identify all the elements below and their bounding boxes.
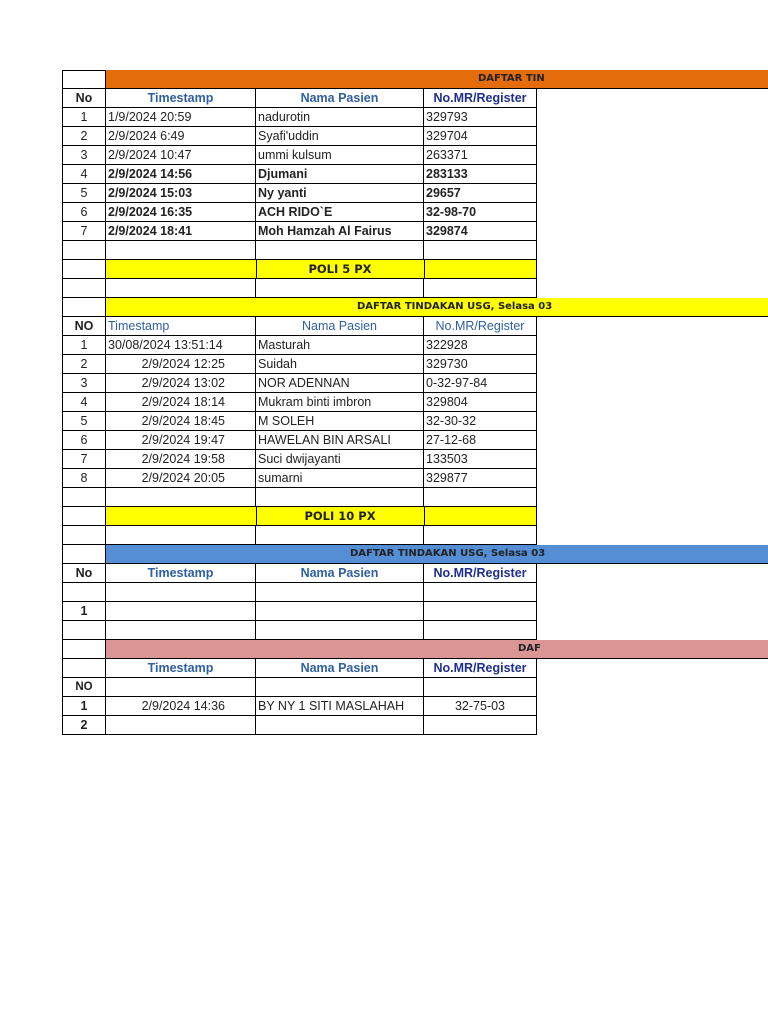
col-mr-header: No.MR/Register: [423, 659, 537, 678]
section4-banner: DAF: [105, 640, 768, 659]
section3-header-row: [62, 564, 768, 583]
cell[interactable]: [423, 678, 537, 697]
mr-register-cell[interactable]: 32-30-32: [423, 412, 537, 431]
table-row: [62, 336, 768, 355]
spreadsheet: [62, 70, 768, 735]
patient-name-cell[interactable]: Djumani: [255, 165, 423, 184]
patient-name-cell[interactable]: sumarni: [255, 469, 423, 488]
table-row: [62, 222, 768, 241]
mr-register-cell[interactable]: 263371: [423, 146, 537, 165]
cell[interactable]: [423, 526, 537, 545]
cell[interactable]: [105, 526, 255, 545]
row-number: 2: [62, 355, 105, 374]
table-row: [62, 184, 768, 203]
cell[interactable]: [423, 583, 537, 602]
section1-header-row: [62, 89, 768, 108]
row-number: 1: [62, 697, 105, 716]
row-number: 1: [62, 336, 105, 355]
patient-name-cell[interactable]: ummi kulsum: [255, 146, 423, 165]
patient-name-cell[interactable]: [255, 716, 423, 735]
poli5-band: [105, 260, 537, 279]
patient-name-cell[interactable]: Ny yanti: [255, 184, 423, 203]
section2-header-row: [62, 317, 768, 336]
table-row: [62, 203, 768, 222]
mr-register-cell[interactable]: 283133: [423, 165, 537, 184]
row-number: 3: [62, 374, 105, 393]
mr-register-cell[interactable]: [423, 716, 537, 735]
cell[interactable]: [255, 678, 423, 697]
row-number: 6: [62, 431, 105, 450]
row-number: 2: [62, 127, 105, 146]
patient-name-cell[interactable]: Suci dwijayanti: [255, 450, 423, 469]
cell[interactable]: [62, 298, 105, 317]
cell[interactable]: [423, 621, 537, 640]
cell[interactable]: [105, 241, 255, 260]
row-number: 1: [62, 602, 105, 621]
cell[interactable]: [255, 279, 423, 298]
row-number: 7: [62, 450, 105, 469]
table-row: [62, 697, 768, 716]
row-number: 6: [62, 203, 105, 222]
timestamp-cell[interactable]: 2/9/2024 14:56: [105, 165, 255, 184]
section1-banner-row: [62, 70, 768, 89]
table-row: [62, 355, 768, 374]
section2-banner-row: [62, 298, 768, 317]
mr-register-cell[interactable]: 0-32-97-84: [423, 374, 537, 393]
table-row: [62, 469, 768, 488]
table-row: [62, 602, 768, 621]
col-name-header: Nama Pasien: [255, 659, 423, 678]
row-number: 7: [62, 222, 105, 241]
cell[interactable]: [423, 602, 537, 621]
patient-name-cell[interactable]: HAWELAN BIN ARSALI: [255, 431, 423, 450]
section2-banner: DAFTAR TINDAKAN USG, Selasa 03: [105, 298, 768, 317]
col-timestamp-header: Timestamp: [105, 317, 255, 336]
cell[interactable]: [62, 545, 105, 564]
patient-name-cell[interactable]: ACH RIDO`E: [255, 203, 423, 222]
patient-name-cell[interactable]: Mukram binti imbron: [255, 393, 423, 412]
poli10-band: [105, 507, 537, 526]
cell[interactable]: [62, 507, 105, 526]
table-row: [62, 412, 768, 431]
cell[interactable]: [62, 526, 105, 545]
mr-register-cell[interactable]: 329804: [423, 393, 537, 412]
patient-name-cell[interactable]: BY NY 1 SITI MASLAHAH: [255, 697, 423, 716]
cell[interactable]: [423, 241, 537, 260]
section4-header-row: [62, 659, 768, 678]
cell[interactable]: [255, 583, 423, 602]
timestamp-cell[interactable]: 2/9/2024 10:47: [105, 146, 255, 165]
patient-name-cell[interactable]: Moh Hamzah Al Fairus: [255, 222, 423, 241]
table-row: [62, 431, 768, 450]
col-name-header: Nama Pasien: [255, 89, 423, 108]
empty-row: [62, 526, 768, 545]
cell[interactable]: [62, 488, 105, 507]
row-number: 4: [62, 165, 105, 184]
empty-row: [62, 488, 768, 507]
col-no-header: No: [62, 564, 105, 583]
cell[interactable]: [105, 279, 255, 298]
mr-register-cell[interactable]: 29657: [423, 184, 537, 203]
timestamp-cell[interactable]: [105, 716, 255, 735]
table-row: [62, 450, 768, 469]
cell[interactable]: [62, 260, 105, 279]
cell[interactable]: [423, 279, 537, 298]
timestamp-cell[interactable]: 1/9/2024 20:59: [105, 108, 255, 127]
timestamp-cell[interactable]: 2/9/2024 18:41: [105, 222, 255, 241]
patient-name-cell[interactable]: Syafi'uddin: [255, 127, 423, 146]
col-no-header: No: [62, 89, 105, 108]
row-number: 4: [62, 393, 105, 412]
table-row: [62, 165, 768, 184]
empty-row: [62, 583, 768, 602]
row-number: 1: [62, 108, 105, 127]
col-mr-header: No.MR/Register: [423, 564, 537, 583]
timestamp-cell[interactable]: 2/9/2024 15:03: [105, 184, 255, 203]
mr-register-cell[interactable]: 329730: [423, 355, 537, 374]
cell[interactable]: [105, 621, 255, 640]
timestamp-cell[interactable]: 2/9/2024 18:14: [105, 393, 255, 412]
empty-row: [62, 279, 768, 298]
cell[interactable]: [255, 602, 423, 621]
patient-name-cell[interactable]: Masturah: [255, 336, 423, 355]
row-number: 3: [62, 146, 105, 165]
table-row: [62, 374, 768, 393]
table-row: [62, 716, 768, 735]
cell[interactable]: [62, 621, 105, 640]
patient-name-cell[interactable]: nadurotin: [255, 108, 423, 127]
timestamp-cell[interactable]: 2/9/2024 12:25: [105, 355, 255, 374]
poli10-label: POLI 10 PX: [304, 509, 376, 523]
section4-no-row: [62, 678, 768, 697]
timestamp-cell[interactable]: 2/9/2024 16:35: [105, 203, 255, 222]
table-row: [62, 146, 768, 165]
cell[interactable]: [105, 678, 255, 697]
col-timestamp-header: Timestamp: [105, 564, 255, 583]
cell[interactable]: [62, 640, 105, 659]
table-row: [62, 108, 768, 127]
patient-name-cell[interactable]: Suidah: [255, 355, 423, 374]
col-no-header: NO: [62, 678, 105, 697]
mr-register-cell[interactable]: 329877: [423, 469, 537, 488]
section3-banner-row: [62, 545, 768, 564]
row-number: 5: [62, 184, 105, 203]
mr-register-cell[interactable]: 329704: [423, 127, 537, 146]
timestamp-cell[interactable]: 2/9/2024 14:36: [105, 697, 255, 716]
col-no-header: NO: [62, 317, 105, 336]
cell[interactable]: [62, 583, 105, 602]
table-row: [62, 393, 768, 412]
row-number: 2: [62, 716, 105, 735]
poli10-row: [62, 507, 768, 526]
cell[interactable]: [62, 279, 105, 298]
cell[interactable]: [255, 621, 423, 640]
timestamp-cell[interactable]: 2/9/2024 19:58: [105, 450, 255, 469]
timestamp-cell[interactable]: 2/9/2024 6:49: [105, 127, 255, 146]
timestamp-cell[interactable]: 2/9/2024 20:05: [105, 469, 255, 488]
row-number: 8: [62, 469, 105, 488]
mr-register-cell[interactable]: 329793: [423, 108, 537, 127]
row-number: 5: [62, 412, 105, 431]
cell[interactable]: [255, 526, 423, 545]
cell[interactable]: [105, 488, 255, 507]
mr-register-cell[interactable]: 32-98-70: [423, 203, 537, 222]
empty-row: [62, 621, 768, 640]
poli5-label: POLI 5 PX: [308, 262, 372, 276]
empty-row: [62, 241, 768, 260]
mr-register-cell[interactable]: 329874: [423, 222, 537, 241]
col-timestamp-header: Timestamp: [105, 89, 255, 108]
timestamp-cell[interactable]: 2/9/2024 19:47: [105, 431, 255, 450]
table-row: [62, 127, 768, 146]
col-name-header: Nama Pasien: [255, 564, 423, 583]
cell[interactable]: [62, 241, 105, 260]
cell[interactable]: [255, 488, 423, 507]
cell[interactable]: [105, 583, 255, 602]
col-name-header: Nama Pasien: [255, 317, 423, 336]
mr-register-cell[interactable]: 32-75-03: [423, 697, 537, 716]
mr-register-cell[interactable]: 322928: [423, 336, 537, 355]
section3-banner: DAFTAR TINDAKAN USG, Selasa 03: [105, 545, 768, 564]
patient-name-cell[interactable]: M SOLEH: [255, 412, 423, 431]
section1-banner: DAFTAR TIN: [105, 70, 768, 89]
cell[interactable]: [423, 488, 537, 507]
cell[interactable]: [105, 602, 255, 621]
mr-register-cell[interactable]: 133503: [423, 450, 537, 469]
poli5-row: [62, 260, 768, 279]
cell[interactable]: [255, 241, 423, 260]
section4-banner-row: [62, 640, 768, 659]
cell[interactable]: [62, 659, 105, 678]
cell[interactable]: [62, 70, 105, 89]
col-mr-header: No.MR/Register: [423, 89, 537, 108]
patient-name-cell[interactable]: NOR ADENNAN: [255, 374, 423, 393]
col-timestamp-header: Timestamp: [105, 659, 255, 678]
timestamp-cell[interactable]: 30/08/2024 13:51:14: [105, 336, 255, 355]
mr-register-cell[interactable]: 27-12-68: [423, 431, 537, 450]
timestamp-cell[interactable]: 2/9/2024 18:45: [105, 412, 255, 431]
col-mr-header: No.MR/Register: [423, 317, 537, 336]
timestamp-cell[interactable]: 2/9/2024 13:02: [105, 374, 255, 393]
